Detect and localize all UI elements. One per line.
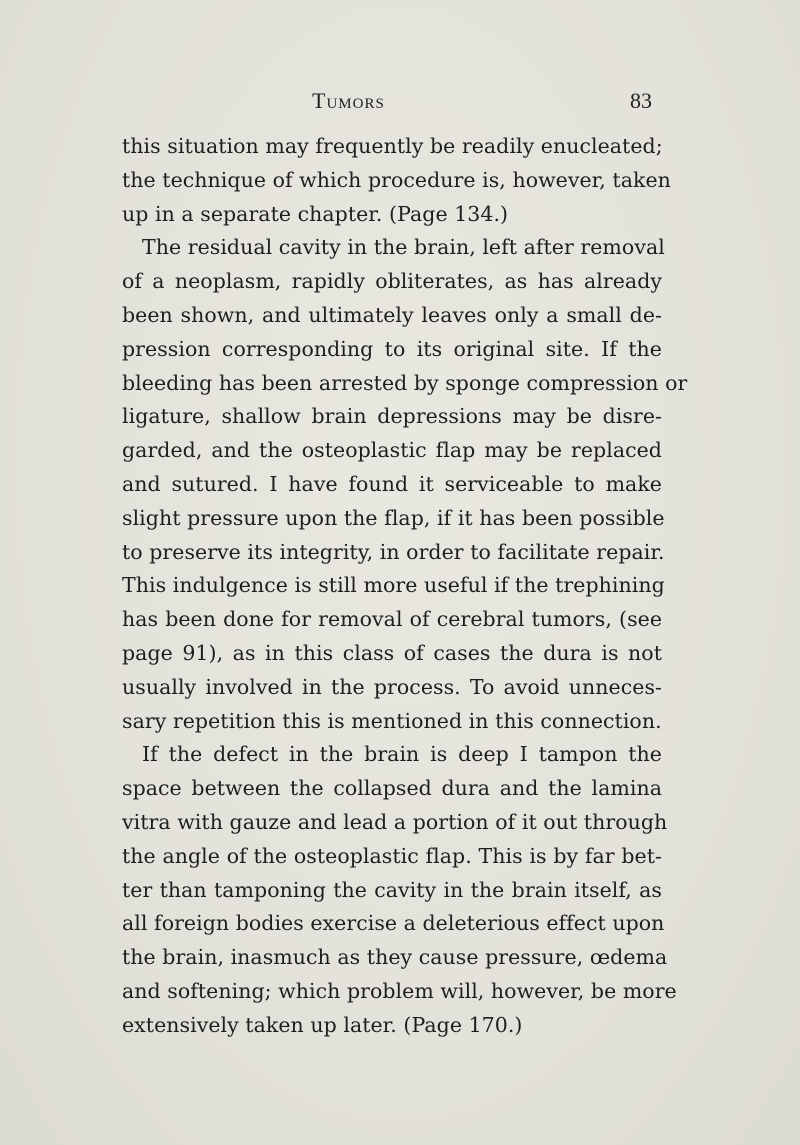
text-line: the brain, inasmuch as they cause pressure, œdema (122, 945, 668, 970)
text-line: to preserve its integrity, in order to facilitate repair. (122, 539, 665, 564)
text-line: The residual cavity in the brain, left after removal (142, 235, 665, 260)
text-line: ter than tamponing the cavity in the brain itself, as (122, 877, 662, 902)
text-line: page 91), as in this class of cases the dura is not (122, 640, 662, 665)
text-line: If the defect in the brain is deep I tampon the (142, 742, 662, 767)
text-line: bleeding has been arrested by sponge compression or (122, 370, 688, 395)
text-line: ligature, shallow brain depressions may be disre- (122, 404, 662, 429)
text-line: sary repetition this is mentioned in this connection. (122, 708, 662, 733)
text-line: up in a separate chapter. (Page 134.) (122, 201, 509, 226)
text-line: of a neoplasm, rapidly obliterates, as has already (122, 269, 662, 294)
text-line: all foreign bodies exercise a deleterious effect upon (122, 911, 665, 936)
text-line: the angle of the osteoplastic flap. This is by far bet- (122, 843, 662, 868)
text-line: vitra with gauze and lead a portion of it out through (122, 809, 668, 834)
text-line: extensively taken up later. (Page 170.) (122, 1012, 523, 1037)
text-line: This indulgence is still more useful if the trephining (122, 573, 665, 598)
text-line: this situation may frequently be readily enucleated; (122, 134, 663, 158)
text-line: the technique of which procedure is, however, taken (122, 167, 671, 192)
text-line: and softening; which problem will, however, be more (122, 978, 677, 1003)
text-line: and sutured. I have found it serviceable to make (122, 471, 662, 496)
text-line: has been done for removal of cerebral tumors, (see (122, 607, 662, 632)
text-line: garded, and the osteoplastic flap may be replaced (122, 438, 662, 463)
text-line: pression corresponding to its original site. If the (122, 336, 662, 361)
text-line: space between the collapsed dura and the lamina (122, 776, 662, 801)
text-line: been shown, and ultimately leaves only a small de- (122, 302, 662, 327)
page-number: 83 (630, 88, 652, 113)
body-text (122, 130, 688, 1043)
page-header (122, 88, 652, 120)
running-head: Tumors (312, 88, 385, 113)
text-line: usually involved in the process. To avoid unneces- (122, 674, 662, 699)
text-line: slight pressure upon the flap, if it has been possible (122, 505, 665, 530)
